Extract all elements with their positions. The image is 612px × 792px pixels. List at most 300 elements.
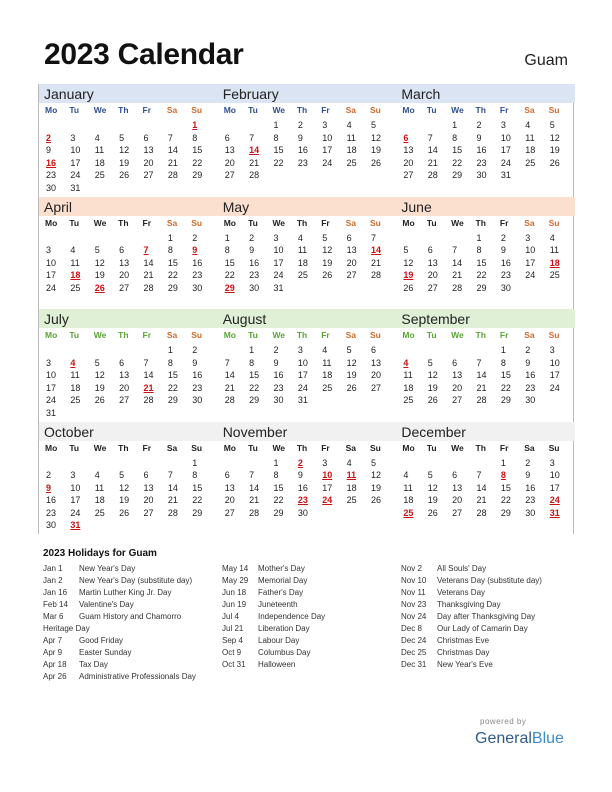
day-cell: 6 [224,470,230,481]
day-cell: 18 [94,495,105,506]
weekday-label: Su [191,442,203,453]
holiday-name: Guam History and Chamorro [79,612,182,621]
day-cell: 22 [500,382,511,393]
day-cell: 27 [119,395,130,406]
weekday-label: Fr [321,217,330,228]
weekday-label: Sa [166,330,178,340]
day-cell: 20 [452,495,463,506]
day-cell: 30 [500,282,511,293]
day-cell: 8 [249,357,255,368]
day-cell: 28 [427,170,438,181]
day-cell: 26 [370,495,381,506]
day-cell: 26 [403,282,414,293]
day-cell: 11 [346,132,356,143]
day-cell: 6 [143,132,149,143]
day-cell: 23 [525,382,536,393]
holiday-name: Heritage Day [43,624,90,633]
empty-day [116,119,140,132]
day-cell: 28 [249,170,260,181]
day-cell: 7 [370,232,376,243]
day-cell: 30 [273,395,284,406]
weekday-label: Tu [426,442,437,453]
day-cell: 16 [192,370,203,381]
day-cell: 19 [370,145,381,156]
empty-day [425,344,449,357]
empty-day [425,232,449,245]
day-cell: 19 [346,370,357,381]
brand-logo[interactable] [475,730,564,748]
holiday-name: Christmas Eve [437,636,490,645]
holiday-name: Easter Sunday [79,648,132,657]
day-cell: 23 [297,157,308,168]
day-cell: 19 [94,382,105,393]
weekday-label: Fr [499,442,509,453]
day-cell: 29 [192,170,203,181]
day-cell: 8 [224,245,230,256]
day-cell: 31 [70,182,81,193]
day-cell: 22 [452,157,463,168]
day-cell: 19 [427,495,438,506]
day-cell: 1 [476,232,482,243]
day-cell: 23 [192,270,203,281]
holiday-name: Halloween [258,660,296,669]
day-cell: 15 [192,145,203,156]
weekday-label: Mo [223,217,236,228]
empty-day [165,119,189,132]
weekday-header [43,330,214,342]
month-name: April [39,197,218,216]
day-cell: 14 [143,370,154,381]
weekday-label: We [93,217,107,228]
empty-day [222,119,246,132]
empty-day [141,232,165,245]
day-cell: 11 [70,370,80,381]
day-cell: 26 [346,382,357,393]
day-cell: 17 [322,482,333,493]
weekday-label: Th [475,442,486,453]
holiday-date-label: Apr 9 [43,648,63,657]
day-cell: 1 [167,232,173,243]
empty-day [222,344,246,357]
day-cell: 12 [94,370,105,381]
day-grid [43,119,214,195]
day-cell: 24 [549,382,560,393]
day-cell: 8 [192,470,198,481]
holiday-item [43,623,196,635]
day-cell: 20 [370,370,381,381]
day-cell: 10 [70,145,81,156]
weekday-label: Sa [524,105,535,115]
weekday-label: Mo [223,105,236,115]
day-cell: 4 [322,345,328,355]
holiday-date: 7 [143,245,149,256]
holiday-date-label: Dec 24 [401,636,427,645]
month-name: January [39,84,218,103]
day-cell: 22 [167,382,178,393]
day-cell: 23 [525,495,536,506]
weekday-label: Sa [166,105,178,115]
day-cell: 3 [70,470,76,481]
holiday-date-label: Apr 7 [43,636,63,645]
day-cell: 3 [549,345,555,355]
weekday-header [400,330,571,342]
day-cell: 21 [249,495,260,506]
day-cell: 21 [452,270,463,281]
day-cell: 15 [249,370,260,381]
day-cell: 3 [549,457,555,468]
empty-day [141,457,165,470]
day-cell: 21 [476,495,487,506]
holiday-date-label: Jul 21 [222,624,244,633]
day-cell: 5 [403,245,409,256]
weekday-label: Su [548,105,560,115]
holiday-name: New Year's Day [79,564,136,573]
day-cell: 10 [46,370,57,381]
weekday-label: Sa [524,330,535,340]
day-cell: 5 [370,120,376,130]
holiday-item [401,659,542,671]
holiday-column-1 [43,563,196,683]
day-cell: 17 [297,370,308,381]
day-cell: 6 [452,357,458,368]
empty-day [67,344,91,357]
day-cell: 15 [273,145,284,156]
day-cell: 4 [94,470,100,481]
day-cell: 28 [167,507,178,518]
day-cell: 25 [322,382,333,393]
empty-day [43,457,67,470]
day-cell: 7 [143,357,149,368]
holiday-date: 16 [46,157,57,168]
weekday-label: We [93,105,107,115]
weekday-label: We [451,330,464,340]
day-cell: 18 [346,145,357,156]
holiday-date: 10 [322,470,333,481]
holiday-item [401,575,542,587]
day-cell: 27 [224,507,235,518]
day-cell: 28 [370,270,381,281]
empty-day [246,457,270,470]
day-cell: 2 [192,345,198,355]
day-cell: 23 [249,270,260,281]
weekday-header [400,443,571,455]
day-cell: 17 [273,257,284,268]
empty-day [400,344,424,357]
day-cell: 12 [322,245,333,256]
day-cell: 16 [525,370,536,381]
weekday-label: Fr [321,105,330,115]
day-cell: 18 [346,482,357,493]
day-cell: 26 [119,170,130,181]
day-cell: 6 [224,132,230,143]
day-cell: 2 [192,232,198,243]
day-cell: 17 [549,370,560,381]
day-cell: 22 [167,270,178,281]
holiday-name: Valentine's Day [79,600,134,609]
weekday-label: Tu [69,442,80,453]
holiday-date: 21 [143,382,154,393]
month-march [396,84,575,197]
holiday-date: 9 [46,482,52,493]
day-cell: 18 [525,145,536,156]
day-cell: 31 [273,282,284,293]
holiday-date-label: Dec 8 [401,624,422,633]
empty-day [474,457,498,470]
empty-day [43,232,67,245]
empty-day [425,457,449,470]
day-cell: 16 [297,482,308,493]
day-cell: 1 [167,345,173,355]
day-cell: 11 [322,357,332,368]
holiday-date-label: Apr 26 [43,672,67,681]
day-cell: 24 [70,507,81,518]
day-cell: 10 [46,257,57,268]
day-cell: 16 [46,495,57,506]
day-cell: 24 [500,157,511,168]
day-cell: 25 [525,157,536,168]
weekday-label: Th [118,330,129,340]
day-cell: 22 [273,157,284,168]
holiday-name: Good Friday [79,636,124,645]
day-cell: 11 [70,257,80,268]
holiday-item [43,659,196,671]
holiday-date: 19 [403,270,414,281]
day-grid [43,344,214,420]
day-cell: 18 [403,382,414,393]
empty-day [67,232,91,245]
holiday-date: 25 [403,507,414,518]
day-cell: 11 [297,245,308,256]
holiday-name: Mother's Day [258,564,305,573]
day-grid [222,232,393,295]
day-cell: 29 [500,395,511,406]
day-grid [400,232,571,295]
weekday-label: Th [296,105,308,115]
weekday-label: Su [369,442,381,453]
day-cell: 20 [143,157,154,168]
day-cell: 16 [192,257,203,268]
day-cell: 20 [346,257,357,268]
weekday-label: Mo [223,330,236,340]
day-cell: 25 [70,395,81,406]
day-cell: 10 [322,132,333,143]
empty-day [222,457,246,470]
empty-day [67,457,91,470]
day-cell: 5 [322,232,328,243]
day-cell: 26 [94,395,105,406]
weekday-label: Su [191,217,203,228]
holiday-date-label: Nov 24 [401,612,427,621]
day-cell: 11 [525,132,535,143]
weekday-label: Mo [45,217,58,228]
day-cell: 10 [549,470,560,481]
weekday-label: Su [369,105,381,115]
day-cell: 4 [525,120,531,130]
weekday-header [222,443,393,455]
empty-day [449,457,473,470]
holiday-item [222,635,325,647]
day-cell: 13 [119,257,130,268]
holiday-name: Memorial Day [258,576,308,585]
day-cell: 15 [167,257,178,268]
weekday-header [400,105,571,117]
weekday-label: We [451,105,464,115]
holiday-item [43,611,196,623]
day-cell: 30 [192,282,203,293]
day-cell: 21 [370,257,381,268]
month-june [396,197,575,310]
month-name: March [396,84,575,103]
weekday-label: Tu [426,330,437,340]
month-name: October [39,422,218,441]
day-cell: 24 [322,157,333,168]
day-cell: 27 [403,170,414,181]
weekday-label: We [451,217,464,228]
holiday-item [222,587,325,599]
day-cell: 9 [500,245,506,256]
day-cell: 17 [46,382,57,393]
weekday-label: Fr [321,442,330,453]
empty-day [92,232,116,245]
day-cell: 3 [46,245,52,256]
day-cell: 18 [94,157,105,168]
empty-day [92,457,116,470]
day-cell: 1 [273,120,279,130]
day-cell: 10 [525,245,536,256]
weekday-label: Tu [69,217,80,228]
day-cell: 30 [46,520,57,531]
holiday-item [43,635,196,647]
weekday-label: We [451,442,464,453]
day-cell: 22 [249,382,260,393]
weekday-label: Sa [345,330,356,340]
day-cell: 28 [143,395,154,406]
day-cell: 21 [476,382,487,393]
day-cell: 7 [167,132,173,143]
day-cell: 5 [346,345,352,355]
day-cell: 25 [403,395,414,406]
day-cell: 8 [273,132,279,143]
day-cell: 20 [452,382,463,393]
day-cell: 5 [119,132,125,143]
day-cell: 4 [346,457,352,468]
holiday-date: 18 [70,270,81,281]
holiday-item [43,599,196,611]
day-cell: 13 [143,482,154,493]
empty-day [165,457,189,470]
day-cell: 14 [249,482,260,493]
holiday-item [401,563,542,575]
day-cell: 3 [500,120,506,130]
day-cell: 13 [119,370,130,381]
day-cell: 9 [192,357,198,368]
day-cell: 26 [370,157,381,168]
day-cell: 15 [500,370,511,381]
holiday-date-label: Dec 31 [401,660,427,669]
day-cell: 28 [476,395,487,406]
holiday-item [401,599,542,611]
day-cell: 7 [452,245,458,256]
weekday-label: Tu [248,217,258,228]
day-cell: 15 [273,482,284,493]
day-cell: 13 [452,482,463,493]
empty-day [43,344,67,357]
weekday-label: Fr [321,330,330,340]
month-name: September [396,309,575,328]
day-cell: 6 [452,470,458,481]
day-cell: 6 [346,232,352,243]
day-cell: 18 [70,382,81,393]
month-august [218,309,397,422]
empty-day [116,344,140,357]
holiday-date: 8 [500,470,506,481]
day-cell: 16 [500,257,511,268]
day-cell: 25 [346,495,357,506]
day-cell: 18 [322,370,333,381]
day-cell: 23 [476,157,487,168]
day-cell: 12 [403,257,414,268]
empty-day [43,119,67,132]
holiday-name: Father's Day [258,588,304,597]
day-cell: 2 [249,232,255,243]
day-cell: 12 [94,257,105,268]
weekday-label: Su [548,330,560,340]
day-cell: 16 [249,257,260,268]
holiday-date-label: Jun 19 [222,600,247,609]
day-cell: 3 [70,132,76,143]
day-cell: 20 [403,157,414,168]
holiday-date: 2 [297,457,303,468]
weekday-label: Su [191,105,203,115]
weekday-header [43,105,214,117]
day-cell: 28 [224,395,235,406]
empty-day [116,232,140,245]
holiday-item [222,647,325,659]
day-cell: 7 [249,132,255,143]
day-grid [400,119,571,182]
day-cell: 20 [224,157,235,168]
weekday-label: Sa [524,217,535,228]
weekday-label: Fr [499,105,509,115]
day-cell: 27 [452,395,463,406]
holiday-date-label: Oct 31 [222,660,246,669]
day-cell: 16 [273,370,284,381]
holiday-date: 14 [370,245,381,256]
weekday-label: Tu [426,217,437,228]
weekday-label: Mo [45,105,58,115]
day-cell: 12 [119,145,130,156]
holiday-item [401,635,542,647]
day-cell: 14 [167,482,178,493]
empty-day [67,119,91,132]
weekday-label: Sa [166,217,178,228]
day-cell: 10 [500,132,511,143]
day-cell: 8 [452,132,458,143]
holiday-item [401,587,542,599]
empty-day [246,119,270,132]
empty-day [400,457,424,470]
day-cell: 15 [452,145,463,156]
day-cell: 9 [525,357,531,368]
day-cell: 15 [192,482,203,493]
day-cell: 25 [70,282,81,293]
weekday-label: Sa [166,442,178,453]
weekday-label: Mo [223,442,236,453]
day-cell: 7 [249,470,255,481]
month-name: December [396,422,575,441]
day-cell: 13 [427,257,438,268]
weekday-header [222,218,393,230]
